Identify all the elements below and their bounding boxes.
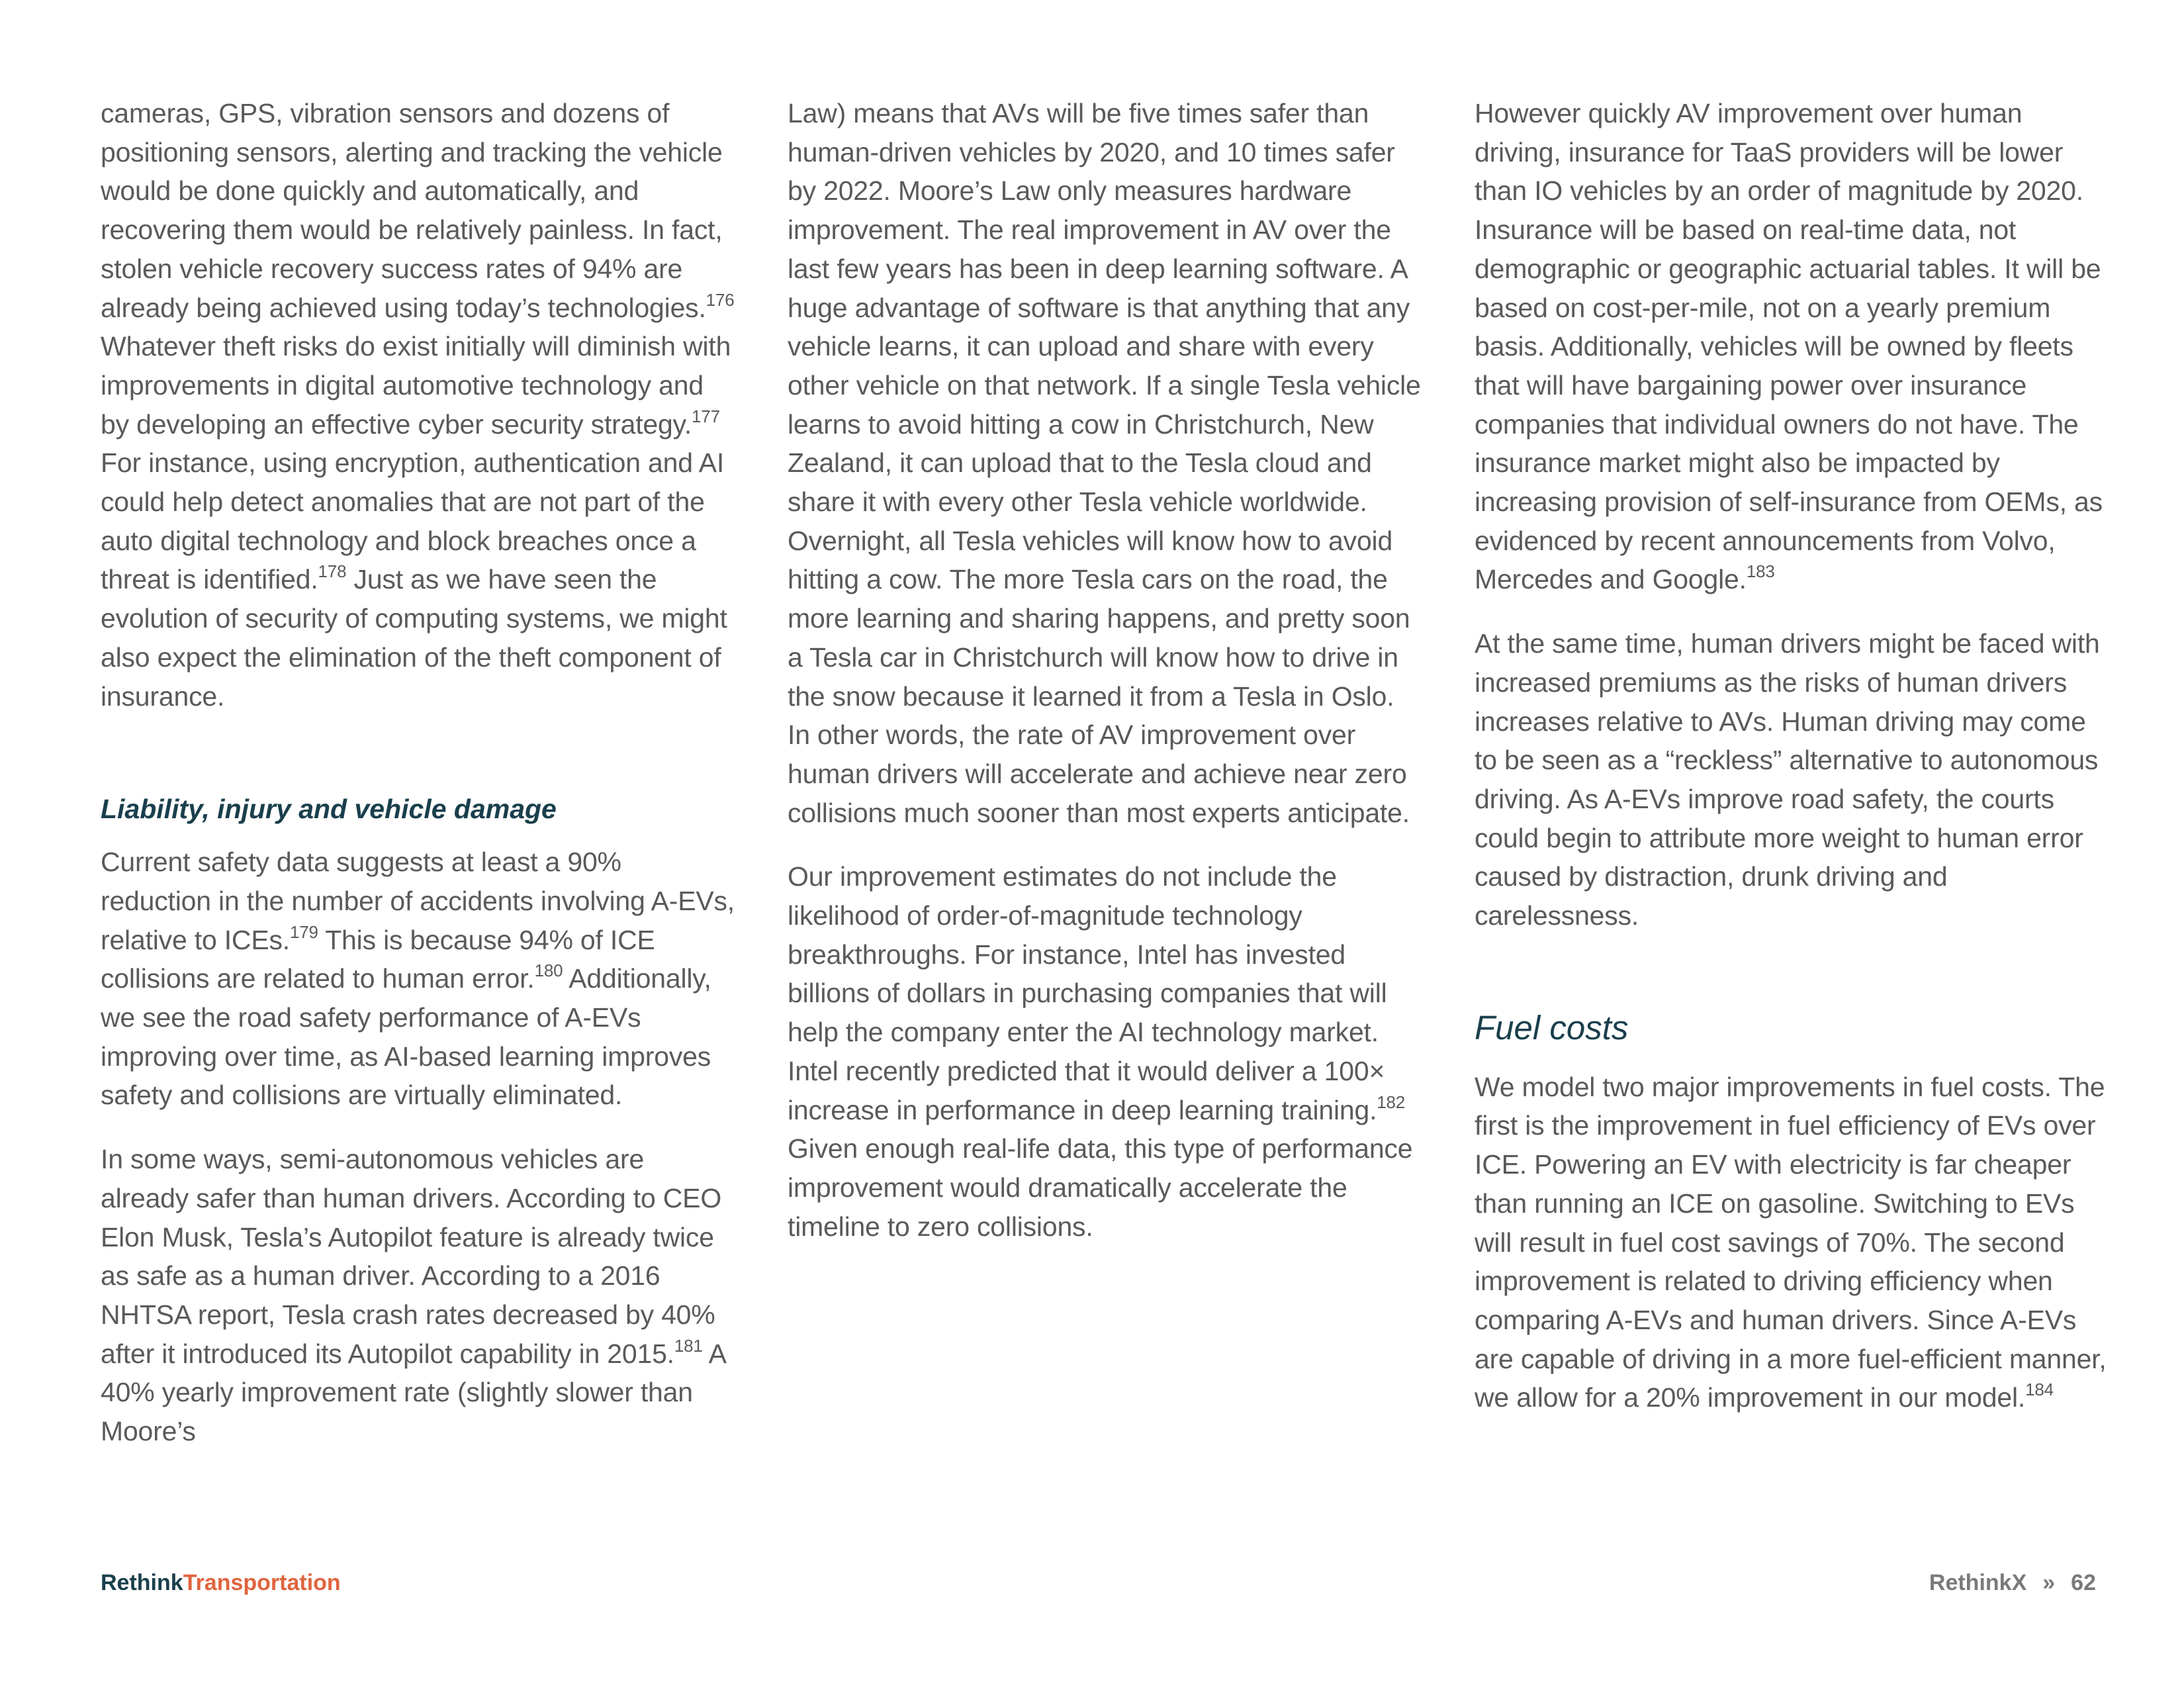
paragraph-moores-law: Law) means that AVs will be five times safer than human-driven vehicles by 2020, and 10 times safer by 2022. Moore’s Law only measures hardware improvement. The real improvement in AV over the last few years has been in deep learning software. A huge advantage of software is that anything that any vehicle learns, it can upload and share with every other vehicle on that network. If a single Tesla vehicle learns to avoid hitting a cow in Christchurch, New Zealand, it can upload that to the Tesla cloud and share it with every other Tesla vehicle worldwide. Overnight, all Tesla vehicles will know how to avoid hitting a cow. The more Tesla cars on the road, the more learning and sharing happens, and pretty soon a Tesla car in Christchurch will know how to drive in the snow because it learned it from a Tesla in Oslo. In other words, the rate of AV improvement over human drivers will accelerate and achieve near zero collisions much sooner than most experts anticipate. — [788, 98, 1421, 828]
paragraph-text: Additionally, we see the road safety performance of A-EVs improving over time, as AI-based learning improves safety and collisions are virtually eliminated. — [101, 963, 711, 1111]
paragraph-text: Whatever theft risks do exist initially will diminish with improvements in digital automotive technology and by developing an effective cyber security strategy. — [101, 331, 731, 440]
footer-brand — [101, 1569, 341, 1597]
paragraph-safety-data — [101, 843, 736, 1115]
paragraph-theft — [101, 94, 736, 716]
column-left — [101, 94, 736, 1476]
paragraph-text: A 40% yearly improvement rate (slightly slower than Moore’s — [101, 1338, 725, 1447]
page-number: 62 — [2071, 1570, 2096, 1595]
footer-page-info — [1929, 1569, 2096, 1597]
footnote-ref[interactable]: 183 — [1746, 561, 1775, 582]
publisher-name: RethinkX — [1929, 1570, 2027, 1595]
brand-rethink: Rethink — [101, 1570, 183, 1595]
paragraph-fuel-costs — [1475, 1068, 2110, 1417]
paragraph-text: For instance, using encryption, authentication and AI could help detect anomalies that are not part of the auto digital technology and block breaches once a threat is identified. — [101, 447, 725, 595]
paragraph-text: Our improvement estimates do not include the likelihood of order-of-magnitude technology breakthroughs. For instance, Intel has invested billions of dollars in purchasing companies that will help the company enter the AI technology market. Intel recently predicted that it would deliver a 100× increase in performance in deep learning training. — [788, 861, 1387, 1125]
paragraph-text: Given enough real-life data, this type of performance improvement would dramatically accelerate the timeline to zero collisions. — [788, 1133, 1413, 1242]
footnote-ref[interactable]: 177 — [692, 406, 720, 426]
paragraph-human-premiums: At the same time, human drivers might be faced with increased premiums as the risks of human drivers increases relative to AVs. Human driving may come to be seen as a “reckless” alternative to autonomous driving. As A-EVs improve road safety, the courts could begin to attribute more weight to human error caused by distraction, drunk driving and carelessness. — [1475, 628, 2100, 931]
paragraph-improvement-estimates — [788, 857, 1423, 1246]
column-middle — [788, 94, 1423, 1271]
heading-fuel-costs: Fuel costs — [1475, 1008, 1629, 1047]
subheading-liability: Liability, injury and vehicle damage — [101, 794, 557, 825]
column-right — [1475, 94, 2110, 1442]
footnote-ref[interactable]: 179 — [289, 921, 318, 942]
paragraph-text: Just as we have seen the evolution of security of computing systems, we might also expect the elimination of the theft component of insurance. — [101, 564, 727, 712]
paragraph-text: However quickly AV improvement over human driving, insurance for TaaS providers will be lower than IO vehicles by an order of magnitude by 2020. Insurance will be based on real-time data, not demographic or geographic actuarial tables. It will be based on cost-per-mile, not on a yearly premium basis. Additionally, vehicles will be owned by fleets that will have bargaining power over insurance companies that individual owners do not have. The insurance market might also be impacted by increasing provision of self-insurance from OEMs, as evidenced by recent announcements from Volvo, Mercedes and Google. — [1475, 98, 2103, 595]
breadcrumb-separator: » — [2042, 1570, 2056, 1595]
footnote-ref[interactable]: 178 — [318, 561, 347, 582]
paragraph-text: cameras, GPS, vibration sensors and dozens of positioning sensors, alerting and tracking the vehicle would be done quickly and automatically, and recovering them would be relatively painless. In fact, stolen vehicle recovery success rates of 94% are already being achieved using today’s technologies. — [101, 98, 723, 323]
footnote-ref[interactable]: 184 — [2025, 1380, 2054, 1400]
paragraph-semi-autonomous — [101, 1140, 736, 1451]
footnote-ref[interactable]: 182 — [1377, 1092, 1406, 1112]
brand-transportation: Transportation — [183, 1570, 341, 1595]
paragraph-text: This is because 94% of ICE collisions are related to human error. — [101, 924, 655, 994]
footnote-ref[interactable]: 180 — [534, 961, 563, 981]
footnote-ref[interactable]: 176 — [705, 289, 735, 310]
paragraph-insurance — [1475, 94, 2110, 599]
paragraph-text: We model two major improvements in fuel costs. The first is the improvement in fuel efficiency of EVs over ICE. Powering an EV with electricity is far cheaper than running an ICE on gasoline. Switching to EVs will result in fuel cost savings of 70%. The second improvement is related to driving efficiency when comparing A-EVs and human drivers. Since A-EVs are capable of driving in a more fuel-efficient manner, we allow for a 20% improvement in our model. — [1475, 1071, 2107, 1413]
paragraph-text: Current safety data suggests at least a 90% reduction in the number of accidents involving A-EVs, relative to ICEs. — [101, 847, 735, 955]
paragraph-text: In some ways, semi-autonomous vehicles are already safer than human drivers. According to CEO Elon Musk, Tesla’s Autopilot feature is already twice as safe as a human driver. According to a 2016 NHTSA report, Tesla crash rates decreased by 40% after it introduced its Autopilot capability in 2015. — [101, 1144, 722, 1369]
footnote-ref[interactable]: 181 — [674, 1335, 703, 1356]
